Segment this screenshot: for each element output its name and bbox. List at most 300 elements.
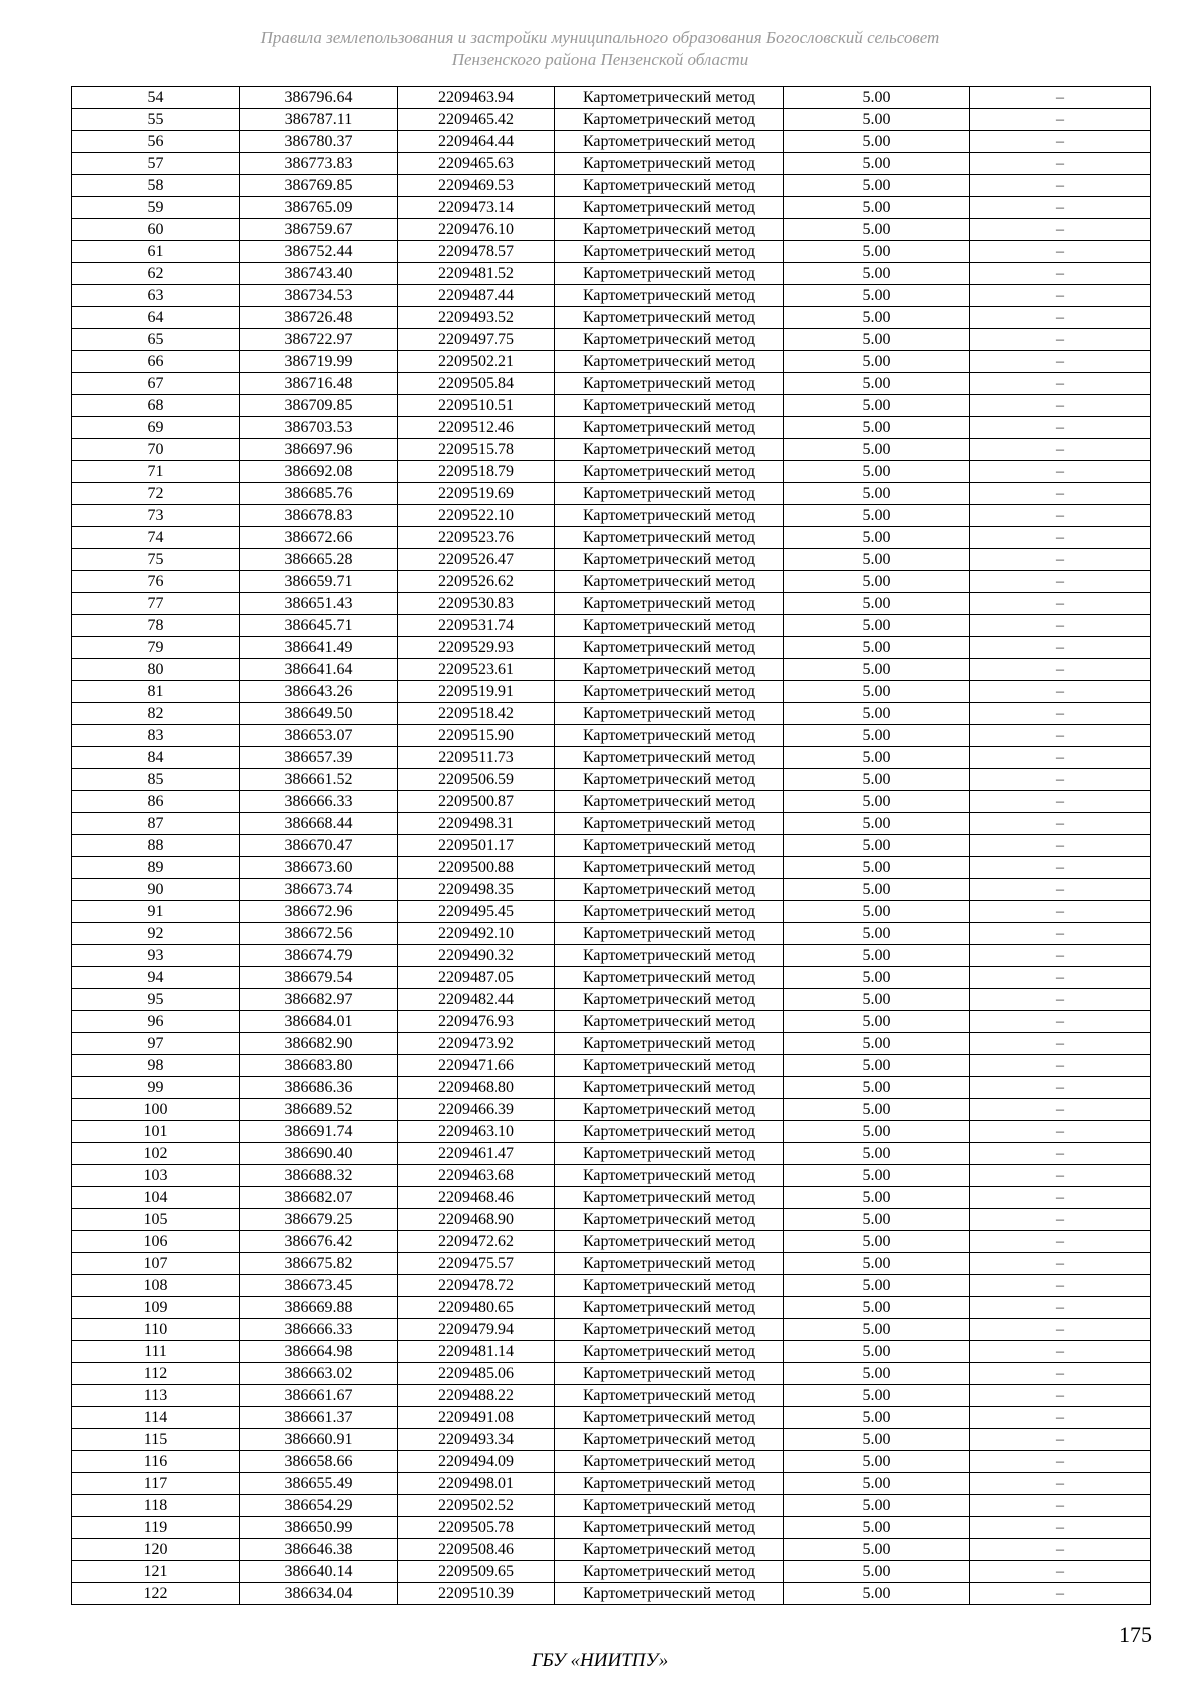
x-coordinate-cell: 386655.49 — [240, 1473, 398, 1495]
method-cell: Картометрический метод — [555, 637, 784, 659]
point-number-cell: 58 — [72, 175, 240, 197]
description-cell: – — [970, 131, 1151, 153]
x-coordinate-cell: 386676.42 — [240, 1231, 398, 1253]
point-number-cell: 106 — [72, 1231, 240, 1253]
accuracy-cell: 5.00 — [784, 197, 970, 219]
description-cell: – — [970, 417, 1151, 439]
method-cell: Картометрический метод — [555, 1011, 784, 1033]
y-coordinate-cell: 2209512.46 — [398, 417, 555, 439]
accuracy-cell: 5.00 — [784, 395, 970, 417]
y-coordinate-cell: 2209482.44 — [398, 989, 555, 1011]
x-coordinate-cell: 386668.44 — [240, 813, 398, 835]
point-number-cell: 64 — [72, 307, 240, 329]
y-coordinate-cell: 2209461.47 — [398, 1143, 555, 1165]
y-coordinate-cell: 2209463.10 — [398, 1121, 555, 1143]
method-cell: Картометрический метод — [555, 1121, 784, 1143]
method-cell: Картометрический метод — [555, 1275, 784, 1297]
method-cell: Картометрический метод — [555, 1231, 784, 1253]
method-cell: Картометрический метод — [555, 1297, 784, 1319]
point-number-cell: 117 — [72, 1473, 240, 1495]
accuracy-cell: 5.00 — [784, 1561, 970, 1583]
x-coordinate-cell: 386650.99 — [240, 1517, 398, 1539]
description-cell: – — [970, 593, 1151, 615]
description-cell: – — [970, 791, 1151, 813]
method-cell: Картометрический метод — [555, 1055, 784, 1077]
table-row — [72, 439, 1151, 461]
accuracy-cell: 5.00 — [784, 461, 970, 483]
table-row — [72, 1253, 1151, 1275]
accuracy-cell: 5.00 — [784, 219, 970, 241]
table-row — [72, 1539, 1151, 1561]
accuracy-cell: 5.00 — [784, 725, 970, 747]
x-coordinate-cell: 386654.29 — [240, 1495, 398, 1517]
table-row — [72, 1583, 1151, 1605]
description-cell: – — [970, 351, 1151, 373]
method-cell: Картометрический метод — [555, 1077, 784, 1099]
description-cell: – — [970, 1209, 1151, 1231]
accuracy-cell: 5.00 — [784, 835, 970, 857]
y-coordinate-cell: 2209476.93 — [398, 1011, 555, 1033]
x-coordinate-cell: 386664.98 — [240, 1341, 398, 1363]
method-cell: Картометрический метод — [555, 1407, 784, 1429]
accuracy-cell: 5.00 — [784, 1385, 970, 1407]
point-number-cell: 101 — [72, 1121, 240, 1143]
table-row — [72, 989, 1151, 1011]
x-coordinate-cell: 386663.02 — [240, 1363, 398, 1385]
method-cell: Картометрический метод — [555, 967, 784, 989]
y-coordinate-cell: 2209510.51 — [398, 395, 555, 417]
point-number-cell: 56 — [72, 131, 240, 153]
accuracy-cell: 5.00 — [784, 439, 970, 461]
point-number-cell: 114 — [72, 1407, 240, 1429]
table-row — [72, 1517, 1151, 1539]
table-row — [72, 1187, 1151, 1209]
y-coordinate-cell: 2209471.66 — [398, 1055, 555, 1077]
description-cell: – — [970, 527, 1151, 549]
description-cell: – — [970, 681, 1151, 703]
point-number-cell: 113 — [72, 1385, 240, 1407]
description-cell: – — [970, 857, 1151, 879]
table-row — [72, 197, 1151, 219]
description-cell: – — [970, 87, 1151, 109]
x-coordinate-cell: 386690.40 — [240, 1143, 398, 1165]
method-cell: Картометрический метод — [555, 1319, 784, 1341]
method-cell: Картометрический метод — [555, 1253, 784, 1275]
description-cell: – — [970, 1231, 1151, 1253]
x-coordinate-cell: 386734.53 — [240, 285, 398, 307]
coordinates-table-body — [72, 87, 1151, 1605]
y-coordinate-cell: 2209488.22 — [398, 1385, 555, 1407]
accuracy-cell: 5.00 — [784, 87, 970, 109]
method-cell: Картометрический метод — [555, 197, 784, 219]
point-number-cell: 66 — [72, 351, 240, 373]
method-cell: Картометрический метод — [555, 505, 784, 527]
point-number-cell: 83 — [72, 725, 240, 747]
y-coordinate-cell: 2209478.72 — [398, 1275, 555, 1297]
accuracy-cell: 5.00 — [784, 571, 970, 593]
description-cell: – — [970, 219, 1151, 241]
table-row — [72, 263, 1151, 285]
y-coordinate-cell: 2209463.94 — [398, 87, 555, 109]
accuracy-cell: 5.00 — [784, 659, 970, 681]
x-coordinate-cell: 386703.53 — [240, 417, 398, 439]
method-cell: Картометрический метод — [555, 835, 784, 857]
accuracy-cell: 5.00 — [784, 307, 970, 329]
x-coordinate-cell: 386752.44 — [240, 241, 398, 263]
description-cell: – — [970, 1143, 1151, 1165]
table-row — [72, 1121, 1151, 1143]
table-row — [72, 791, 1151, 813]
table-row — [72, 571, 1151, 593]
y-coordinate-cell: 2209508.46 — [398, 1539, 555, 1561]
y-coordinate-cell: 2209526.47 — [398, 549, 555, 571]
description-cell: – — [970, 263, 1151, 285]
description-cell: – — [970, 1121, 1151, 1143]
y-coordinate-cell: 2209497.75 — [398, 329, 555, 351]
y-coordinate-cell: 2209501.17 — [398, 835, 555, 857]
table-row — [72, 813, 1151, 835]
header-line-1: Правила землепользования и застройки муниципального образования Богословский сельсовет — [260, 28, 940, 47]
table-row — [72, 219, 1151, 241]
accuracy-cell: 5.00 — [784, 1099, 970, 1121]
point-number-cell: 97 — [72, 1033, 240, 1055]
y-coordinate-cell: 2209500.88 — [398, 857, 555, 879]
point-number-cell: 102 — [72, 1143, 240, 1165]
table-row — [72, 1275, 1151, 1297]
y-coordinate-cell: 2209476.10 — [398, 219, 555, 241]
method-cell: Картометрический метод — [555, 439, 784, 461]
method-cell: Картометрический метод — [555, 1165, 784, 1187]
point-number-cell: 59 — [72, 197, 240, 219]
table-row — [72, 1385, 1151, 1407]
x-coordinate-cell: 386673.74 — [240, 879, 398, 901]
x-coordinate-cell: 386709.85 — [240, 395, 398, 417]
y-coordinate-cell: 2209473.92 — [398, 1033, 555, 1055]
accuracy-cell: 5.00 — [784, 1363, 970, 1385]
table-row — [72, 417, 1151, 439]
accuracy-cell: 5.00 — [784, 1583, 970, 1605]
accuracy-cell: 5.00 — [784, 1319, 970, 1341]
point-number-cell: 99 — [72, 1077, 240, 1099]
y-coordinate-cell: 2209468.90 — [398, 1209, 555, 1231]
x-coordinate-cell: 386646.38 — [240, 1539, 398, 1561]
accuracy-cell: 5.00 — [784, 483, 970, 505]
y-coordinate-cell: 2209531.74 — [398, 615, 555, 637]
description-cell: – — [970, 439, 1151, 461]
method-cell: Картометрический метод — [555, 1033, 784, 1055]
coordinates-table — [71, 86, 1151, 1605]
x-coordinate-cell: 386670.47 — [240, 835, 398, 857]
method-cell: Картометрический метод — [555, 153, 784, 175]
description-cell: – — [970, 1429, 1151, 1451]
x-coordinate-cell: 386673.60 — [240, 857, 398, 879]
table-row — [72, 923, 1151, 945]
point-number-cell: 79 — [72, 637, 240, 659]
y-coordinate-cell: 2209491.08 — [398, 1407, 555, 1429]
point-number-cell: 76 — [72, 571, 240, 593]
accuracy-cell: 5.00 — [784, 1011, 970, 1033]
method-cell: Картометрический метод — [555, 1209, 784, 1231]
accuracy-cell: 5.00 — [784, 637, 970, 659]
table-row — [72, 901, 1151, 923]
point-number-cell: 77 — [72, 593, 240, 615]
x-coordinate-cell: 386665.28 — [240, 549, 398, 571]
x-coordinate-cell: 386726.48 — [240, 307, 398, 329]
accuracy-cell: 5.00 — [784, 1341, 970, 1363]
point-number-cell: 116 — [72, 1451, 240, 1473]
accuracy-cell: 5.00 — [784, 1033, 970, 1055]
y-coordinate-cell: 2209519.91 — [398, 681, 555, 703]
description-cell: – — [970, 835, 1151, 857]
method-cell: Картометрический метод — [555, 1539, 784, 1561]
accuracy-cell: 5.00 — [784, 1077, 970, 1099]
x-coordinate-cell: 386773.83 — [240, 153, 398, 175]
x-coordinate-cell: 386649.50 — [240, 703, 398, 725]
description-cell: – — [970, 923, 1151, 945]
method-cell: Картометрический метод — [555, 1583, 784, 1605]
method-cell: Картометрический метод — [555, 483, 784, 505]
description-cell: – — [970, 879, 1151, 901]
y-coordinate-cell: 2209469.53 — [398, 175, 555, 197]
accuracy-cell: 5.00 — [784, 857, 970, 879]
x-coordinate-cell: 386688.32 — [240, 1165, 398, 1187]
method-cell: Картометрический метод — [555, 681, 784, 703]
table-row — [72, 637, 1151, 659]
point-number-cell: 94 — [72, 967, 240, 989]
point-number-cell: 85 — [72, 769, 240, 791]
method-cell: Картометрический метод — [555, 1495, 784, 1517]
point-number-cell: 60 — [72, 219, 240, 241]
accuracy-cell: 5.00 — [784, 681, 970, 703]
y-coordinate-cell: 2209529.93 — [398, 637, 555, 659]
table-row — [72, 593, 1151, 615]
y-coordinate-cell: 2209481.14 — [398, 1341, 555, 1363]
description-cell: – — [970, 901, 1151, 923]
y-coordinate-cell: 2209498.31 — [398, 813, 555, 835]
point-number-cell: 110 — [72, 1319, 240, 1341]
table-row — [72, 1473, 1151, 1495]
x-coordinate-cell: 386666.33 — [240, 791, 398, 813]
y-coordinate-cell: 2209519.69 — [398, 483, 555, 505]
x-coordinate-cell: 386672.56 — [240, 923, 398, 945]
x-coordinate-cell: 386651.43 — [240, 593, 398, 615]
table-row — [72, 153, 1151, 175]
accuracy-cell: 5.00 — [784, 527, 970, 549]
method-cell: Картометрический метод — [555, 615, 784, 637]
description-cell: – — [970, 725, 1151, 747]
y-coordinate-cell: 2209515.78 — [398, 439, 555, 461]
description-cell: – — [970, 1385, 1151, 1407]
y-coordinate-cell: 2209472.62 — [398, 1231, 555, 1253]
accuracy-cell: 5.00 — [784, 703, 970, 725]
table-row — [72, 747, 1151, 769]
table-row — [72, 725, 1151, 747]
accuracy-cell: 5.00 — [784, 1407, 970, 1429]
accuracy-cell: 5.00 — [784, 945, 970, 967]
method-cell: Картометрический метод — [555, 395, 784, 417]
point-number-cell: 78 — [72, 615, 240, 637]
method-cell: Картометрический метод — [555, 857, 784, 879]
point-number-cell: 90 — [72, 879, 240, 901]
table-row — [72, 1429, 1151, 1451]
table-row — [72, 109, 1151, 131]
description-cell: – — [970, 1011, 1151, 1033]
point-number-cell: 88 — [72, 835, 240, 857]
accuracy-cell: 5.00 — [784, 263, 970, 285]
description-cell: – — [970, 1275, 1151, 1297]
point-number-cell: 91 — [72, 901, 240, 923]
accuracy-cell: 5.00 — [784, 1143, 970, 1165]
x-coordinate-cell: 386641.49 — [240, 637, 398, 659]
point-number-cell: 108 — [72, 1275, 240, 1297]
y-coordinate-cell: 2209502.21 — [398, 351, 555, 373]
x-coordinate-cell: 386643.26 — [240, 681, 398, 703]
description-cell: – — [970, 109, 1151, 131]
table-row — [72, 967, 1151, 989]
description-cell: – — [970, 967, 1151, 989]
x-coordinate-cell: 386653.07 — [240, 725, 398, 747]
description-cell: – — [970, 703, 1151, 725]
x-coordinate-cell: 386641.64 — [240, 659, 398, 681]
method-cell: Картометрический метод — [555, 1363, 784, 1385]
x-coordinate-cell: 386716.48 — [240, 373, 398, 395]
table-row — [72, 1011, 1151, 1033]
point-number-cell: 87 — [72, 813, 240, 835]
table-row — [72, 681, 1151, 703]
accuracy-cell: 5.00 — [784, 967, 970, 989]
description-cell: – — [970, 989, 1151, 1011]
method-cell: Картометрический метод — [555, 989, 784, 1011]
method-cell: Картометрический метод — [555, 1561, 784, 1583]
table-row — [72, 351, 1151, 373]
y-coordinate-cell: 2209475.57 — [398, 1253, 555, 1275]
description-cell: – — [970, 1319, 1151, 1341]
accuracy-cell: 5.00 — [784, 373, 970, 395]
description-cell: – — [970, 1165, 1151, 1187]
y-coordinate-cell: 2209479.94 — [398, 1319, 555, 1341]
description-cell: – — [970, 1187, 1151, 1209]
accuracy-cell: 5.00 — [784, 351, 970, 373]
method-cell: Картометрический метод — [555, 417, 784, 439]
y-coordinate-cell: 2209487.44 — [398, 285, 555, 307]
x-coordinate-cell: 386686.36 — [240, 1077, 398, 1099]
point-number-cell: 57 — [72, 153, 240, 175]
point-number-cell: 103 — [72, 1165, 240, 1187]
x-coordinate-cell: 386682.97 — [240, 989, 398, 1011]
accuracy-cell: 5.00 — [784, 1495, 970, 1517]
method-cell: Картометрический метод — [555, 527, 784, 549]
y-coordinate-cell: 2209498.35 — [398, 879, 555, 901]
accuracy-cell: 5.00 — [784, 1473, 970, 1495]
description-cell: – — [970, 461, 1151, 483]
method-cell: Картометрический метод — [555, 1143, 784, 1165]
method-cell: Картометрический метод — [555, 373, 784, 395]
description-cell: – — [970, 1561, 1151, 1583]
table-row — [72, 945, 1151, 967]
description-cell: – — [970, 659, 1151, 681]
point-number-cell: 73 — [72, 505, 240, 527]
table-row — [72, 1231, 1151, 1253]
x-coordinate-cell: 386679.54 — [240, 967, 398, 989]
table-row — [72, 1297, 1151, 1319]
y-coordinate-cell: 2209509.65 — [398, 1561, 555, 1583]
y-coordinate-cell: 2209506.59 — [398, 769, 555, 791]
description-cell: – — [970, 1341, 1151, 1363]
description-cell: – — [970, 1517, 1151, 1539]
description-cell: – — [970, 549, 1151, 571]
point-number-cell: 95 — [72, 989, 240, 1011]
method-cell: Картометрический метод — [555, 109, 784, 131]
method-cell: Картометрический метод — [555, 263, 784, 285]
method-cell: Картометрический метод — [555, 725, 784, 747]
table-row — [72, 483, 1151, 505]
y-coordinate-cell: 2209464.44 — [398, 131, 555, 153]
x-coordinate-cell: 386722.97 — [240, 329, 398, 351]
x-coordinate-cell: 386666.33 — [240, 1319, 398, 1341]
y-coordinate-cell: 2209493.52 — [398, 307, 555, 329]
accuracy-cell: 5.00 — [784, 153, 970, 175]
table-row — [72, 703, 1151, 725]
y-coordinate-cell: 2209485.06 — [398, 1363, 555, 1385]
method-cell: Картометрический метод — [555, 1099, 784, 1121]
table-row — [72, 1033, 1151, 1055]
y-coordinate-cell: 2209522.10 — [398, 505, 555, 527]
x-coordinate-cell: 386660.91 — [240, 1429, 398, 1451]
description-cell: – — [970, 395, 1151, 417]
y-coordinate-cell: 2209466.39 — [398, 1099, 555, 1121]
y-coordinate-cell: 2209473.14 — [398, 197, 555, 219]
accuracy-cell: 5.00 — [784, 747, 970, 769]
description-cell: – — [970, 1495, 1151, 1517]
method-cell: Картометрический метод — [555, 1385, 784, 1407]
accuracy-cell: 5.00 — [784, 329, 970, 351]
table-row — [72, 1165, 1151, 1187]
accuracy-cell: 5.00 — [784, 1275, 970, 1297]
description-cell: – — [970, 769, 1151, 791]
point-number-cell: 115 — [72, 1429, 240, 1451]
description-cell: – — [970, 637, 1151, 659]
description-cell: – — [970, 175, 1151, 197]
table-row — [72, 1451, 1151, 1473]
point-number-cell: 121 — [72, 1561, 240, 1583]
x-coordinate-cell: 386679.25 — [240, 1209, 398, 1231]
x-coordinate-cell: 386672.96 — [240, 901, 398, 923]
method-cell: Картометрический метод — [555, 813, 784, 835]
y-coordinate-cell: 2209523.76 — [398, 527, 555, 549]
description-cell: – — [970, 241, 1151, 263]
accuracy-cell: 5.00 — [784, 769, 970, 791]
y-coordinate-cell: 2209493.34 — [398, 1429, 555, 1451]
description-cell: – — [970, 1055, 1151, 1077]
point-number-cell: 119 — [72, 1517, 240, 1539]
accuracy-cell: 5.00 — [784, 285, 970, 307]
accuracy-cell: 5.00 — [784, 923, 970, 945]
description-cell: – — [970, 307, 1151, 329]
point-number-cell: 118 — [72, 1495, 240, 1517]
table-row — [72, 1363, 1151, 1385]
y-coordinate-cell: 2209526.62 — [398, 571, 555, 593]
description-cell: – — [970, 1407, 1151, 1429]
x-coordinate-cell: 386661.67 — [240, 1385, 398, 1407]
x-coordinate-cell: 386769.85 — [240, 175, 398, 197]
y-coordinate-cell: 2209481.52 — [398, 263, 555, 285]
x-coordinate-cell: 386661.37 — [240, 1407, 398, 1429]
point-number-cell: 89 — [72, 857, 240, 879]
point-number-cell: 86 — [72, 791, 240, 813]
point-number-cell: 112 — [72, 1363, 240, 1385]
accuracy-cell: 5.00 — [784, 131, 970, 153]
y-coordinate-cell: 2209505.78 — [398, 1517, 555, 1539]
